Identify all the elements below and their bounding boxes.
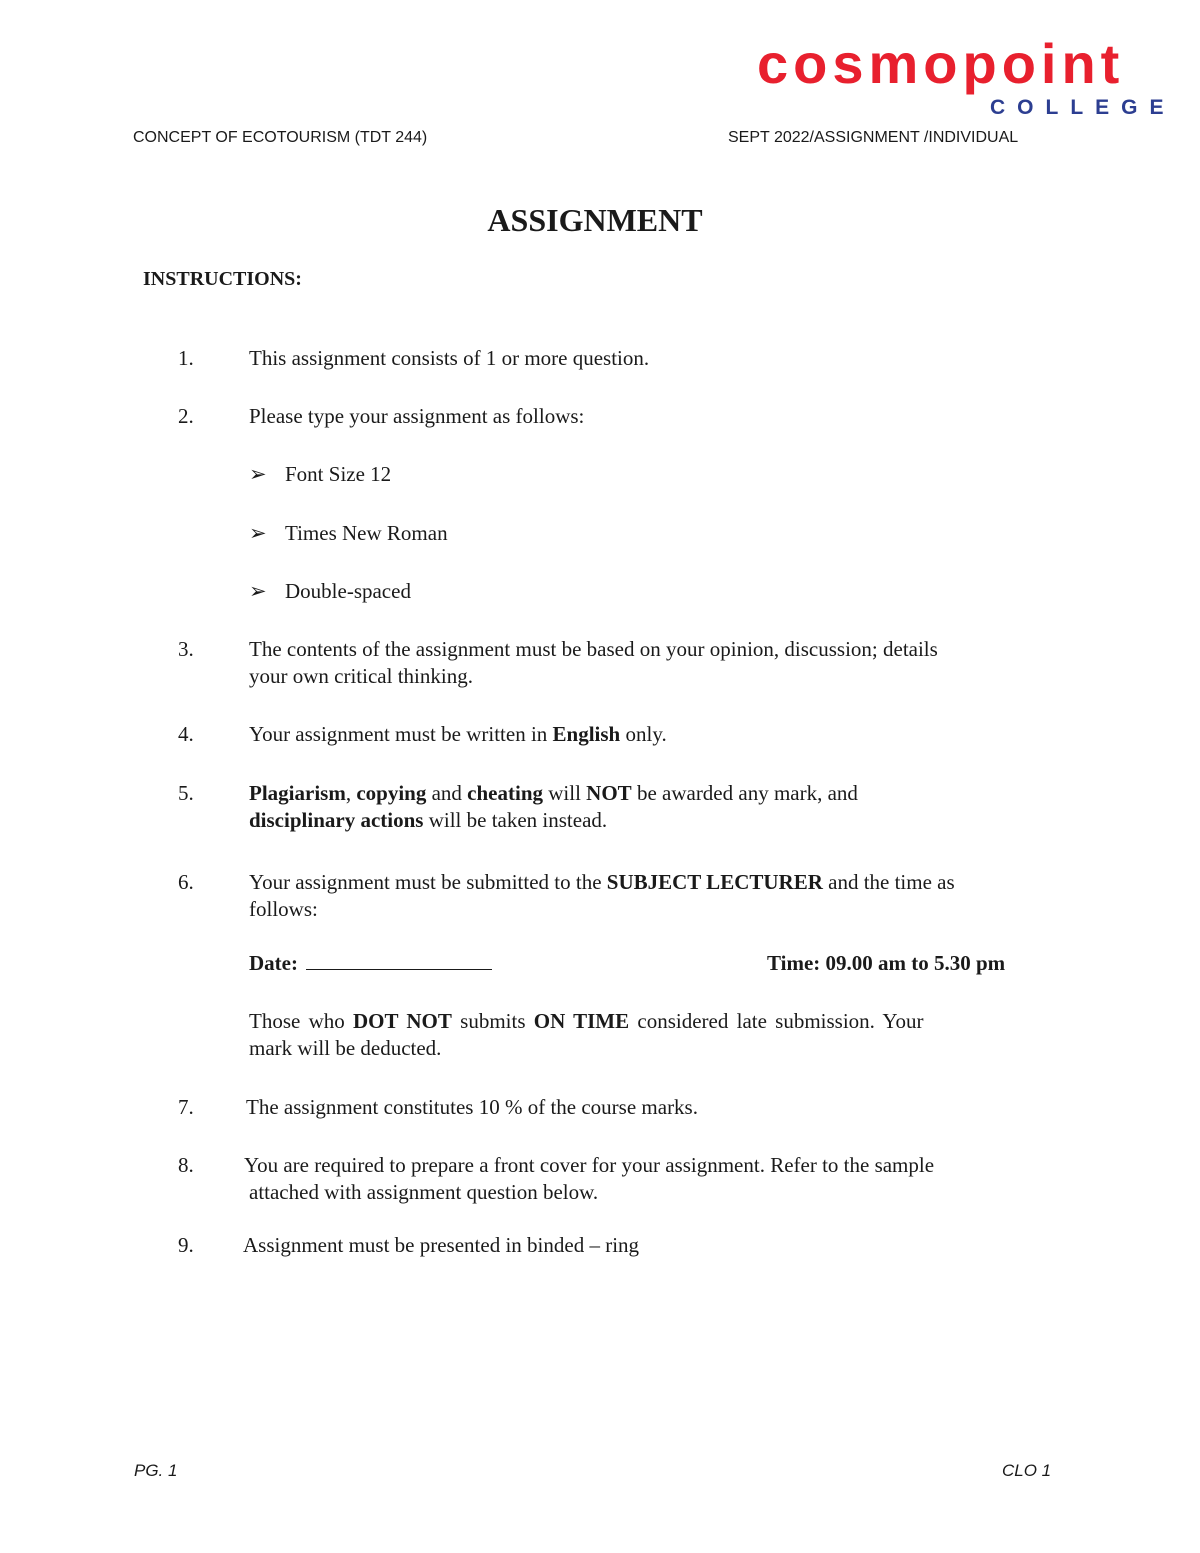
assignment-header: SEPT 2022/ASSIGNMENT /INDIVIDUAL [728, 129, 1019, 146]
item-text: Assignment must be presented in binded – ring [243, 1233, 640, 1257]
bullet-item: ➢ Double-spaced [249, 579, 411, 603]
bullet-item: ➢ Font Size 12 [249, 462, 392, 486]
item-number: 2. [178, 404, 194, 428]
item-number: 3. [178, 637, 194, 661]
cosmopoint-logo: cosmopoint [757, 32, 1125, 95]
late-notice: mark will be deducted. [249, 1036, 442, 1060]
page-number: PG. 1 [134, 1461, 178, 1480]
instructions-heading: INSTRUCTIONS: [143, 268, 302, 290]
bullet-item: ➢ Times New Roman [249, 521, 448, 545]
item-text: your own critical thinking. [249, 664, 473, 688]
item-text: Your assignment must be submitted to the SUBJECT LECTURER and the time as [249, 870, 955, 894]
item-text: follows: [249, 897, 318, 921]
arrow-bullet-icon: ➢ [249, 521, 267, 545]
item-text: Your assignment must be written in English only. [249, 722, 667, 746]
item-number: 8. [178, 1153, 194, 1177]
submission-time: Time: 09.00 am to 5.30 pm [767, 951, 1006, 975]
item-text: You are required to prepare a front cover for your assignment. Refer to the sample [244, 1153, 935, 1177]
item-text: This assignment consists of 1 or more question. [249, 346, 650, 370]
item-text: attached with assignment question below. [249, 1180, 599, 1204]
page-title: ASSIGNMENT [487, 202, 703, 238]
item-number: 5. [178, 781, 194, 805]
item-number: 6. [178, 870, 194, 894]
item-text: Plagiarism, copying and cheating will NOT be awarded any mark, and [249, 781, 858, 805]
item-text: The assignment constitutes 10 % of the course marks. [246, 1095, 698, 1119]
item-text: disciplinary actions will be taken instead. [249, 808, 608, 832]
item-text: Please type your assignment as follows: [249, 404, 585, 428]
item-number: 1. [178, 346, 194, 370]
arrow-bullet-icon: ➢ [249, 579, 267, 603]
item-number: 7. [178, 1095, 194, 1119]
date-field: Date: [249, 950, 492, 977]
logo-college-text: COLLEGE [990, 96, 1176, 119]
date-blank-line [306, 951, 492, 970]
arrow-bullet-icon: ➢ [249, 462, 267, 486]
late-notice: Those who DOT NOT submits ON TIME considered late submission. Your [249, 1009, 924, 1033]
item-number: 4. [178, 722, 194, 746]
item-text: The contents of the assignment must be based on your opinion, discussion; details [249, 637, 938, 661]
course-header: CONCEPT OF ECOTOURISM (TDT 244) [133, 129, 428, 146]
clo-label: CLO 1 [1002, 1461, 1052, 1480]
item-number: 9. [178, 1233, 194, 1257]
